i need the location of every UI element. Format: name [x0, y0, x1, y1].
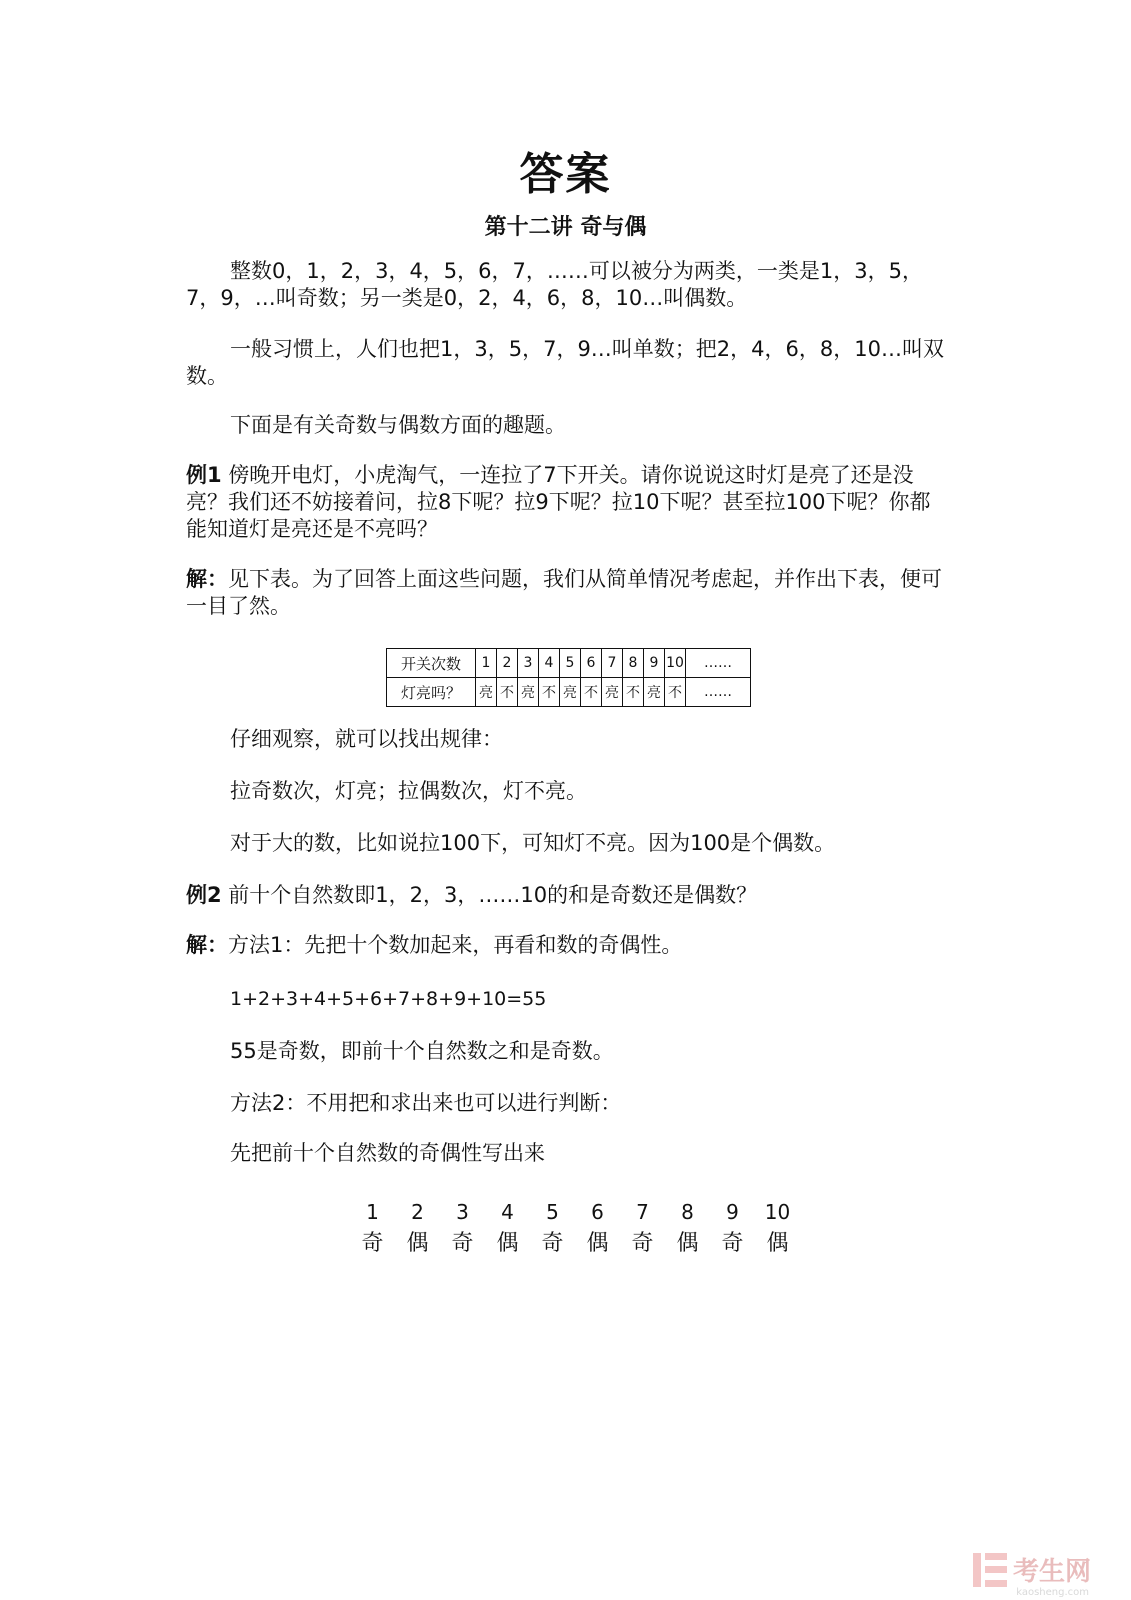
paragraph-text: 对于大的数，比如说拉100下，可知灯不亮。因为100是个偶数。 [230, 831, 836, 855]
number-item: 2 [411, 1200, 424, 1224]
ellipsis-cell: …… [686, 649, 751, 678]
number-item: 3 [456, 1200, 469, 1224]
parity-row [350, 1226, 800, 1257]
paragraph-text: 1+2+3+4+5+6+7+8+9+10=55 [230, 988, 547, 1010]
result-cell: 亮 [644, 678, 665, 707]
parity-item: 奇 [451, 1231, 474, 1256]
paragraph-text: 整数0，1，2，3，4，5，6，7，……可以被分为两类，一类是1，3，5，7，9，…叫奇数；另一类是0，2，4，6，8，10…叫偶数。 [186, 259, 923, 310]
header-cell: 灯亮吗？ [387, 678, 476, 707]
paragraph-text: 方法2：不用把和求出来也可以进行判断： [230, 1091, 622, 1115]
sum-equation [230, 986, 990, 1013]
parity-item: 奇 [541, 1231, 564, 1256]
count-cell: 9 [644, 649, 665, 678]
table-row [387, 649, 751, 678]
switch-table [386, 648, 751, 707]
result-cell: 亮 [602, 678, 623, 707]
result-cell: 亮 [560, 678, 581, 707]
parity-intro-paragraph [230, 1140, 990, 1167]
habit-paragraph [186, 336, 946, 390]
example-text: 前十个自然数即1，2，3，……10的和是奇数还是偶数？ [221, 883, 758, 907]
solution-label: 解： [186, 933, 228, 957]
example-label: 例1 [186, 463, 222, 487]
number-item: 6 [591, 1200, 604, 1224]
paragraph-text: 一般习惯上，人们也把1，3，5，7，9…叫单数；把2，4，6，8，10…叫双数。 [186, 337, 944, 388]
watermark-brand: 考生网 [1012, 1557, 1091, 1587]
paragraph-text: 仔细观察，就可以找出规律： [230, 727, 503, 751]
paragraph-text: 拉奇数次，灯亮；拉偶数次，灯不亮。 [230, 779, 587, 803]
observe-paragraph [230, 726, 990, 753]
number-item: 5 [546, 1200, 559, 1224]
page-title: 答案 [519, 149, 612, 200]
sum-result-paragraph [230, 1038, 990, 1065]
parity-item: 偶 [676, 1231, 699, 1256]
solution-text: 见下表。为了回答上面这些问题，我们从简单情况考虑起，并作出下表，便可一目了然。 [186, 567, 942, 618]
number-item: 8 [681, 1200, 694, 1224]
lecture-subtitle: 第十二讲 奇与偶 [484, 215, 647, 240]
solution-text: 方法1：先把十个数加起来，再看和数的奇偶性。 [228, 933, 683, 957]
number-item: 1 [366, 1200, 379, 1224]
count-cell: 7 [602, 649, 623, 678]
parity-item: 偶 [766, 1231, 789, 1256]
watermark [973, 1551, 1091, 1588]
result-cell: 不 [539, 678, 560, 707]
example-1 [186, 462, 946, 543]
example-label: 例2 [186, 883, 222, 907]
parity-item: 偶 [406, 1231, 429, 1256]
count-cell: 4 [539, 649, 560, 678]
count-cell: 10 [665, 649, 686, 678]
count-cell: 2 [497, 649, 518, 678]
parity-item: 偶 [586, 1231, 609, 1256]
parity-item: 奇 [721, 1231, 744, 1256]
result-cell: 不 [497, 678, 518, 707]
number-row [350, 1200, 800, 1224]
method-2-paragraph [230, 1090, 990, 1117]
paragraph-text: 先把前十个自然数的奇偶性写出来 [230, 1141, 545, 1165]
solution-2 [186, 932, 946, 959]
table-row [387, 678, 751, 707]
result-cell: 不 [581, 678, 602, 707]
result-cell: 不 [623, 678, 644, 707]
conclusion-paragraph [230, 830, 990, 857]
parity-item: 偶 [496, 1231, 519, 1256]
example-2 [186, 882, 946, 909]
number-item: 7 [636, 1200, 649, 1224]
example-text: 傍晚开电灯，小虎淘气，一连拉了7下开关。请你说说这时灯是亮了还是没亮？我们还不妨接着问，拉8下呢？拉9下呢？拉10下呢？甚至拉100下呢？你都能知道灯是亮还是不亮吗？ [186, 463, 931, 541]
number-item: 4 [501, 1200, 514, 1224]
paragraph-text: 下面是有关奇数与偶数方面的趣题。 [230, 413, 566, 437]
ellipsis-cell: …… [686, 678, 751, 707]
count-cell: 6 [581, 649, 602, 678]
count-cell: 8 [623, 649, 644, 678]
number-item: 9 [726, 1200, 739, 1224]
header-cell: 开关次数 [387, 649, 476, 678]
intro-paragraph [186, 258, 946, 312]
count-cell: 1 [476, 649, 497, 678]
solution-label: 解： [186, 567, 228, 591]
result-cell: 不 [665, 678, 686, 707]
rule-paragraph [230, 778, 990, 805]
count-cell: 5 [560, 649, 581, 678]
count-cell: 3 [518, 649, 539, 678]
parity-item: 奇 [631, 1231, 654, 1256]
number-item: 10 [764, 1200, 791, 1224]
result-cell: 亮 [518, 678, 539, 707]
parity-item: 奇 [361, 1231, 384, 1256]
result-cell: 亮 [476, 678, 497, 707]
watermark-logo-icon [973, 1553, 1007, 1587]
paragraph-text: 55是奇数，即前十个自然数之和是奇数。 [230, 1039, 614, 1063]
solution-1 [186, 566, 946, 620]
topic-paragraph [186, 412, 946, 439]
watermark-url: kaosheng.com [1016, 1587, 1089, 1598]
